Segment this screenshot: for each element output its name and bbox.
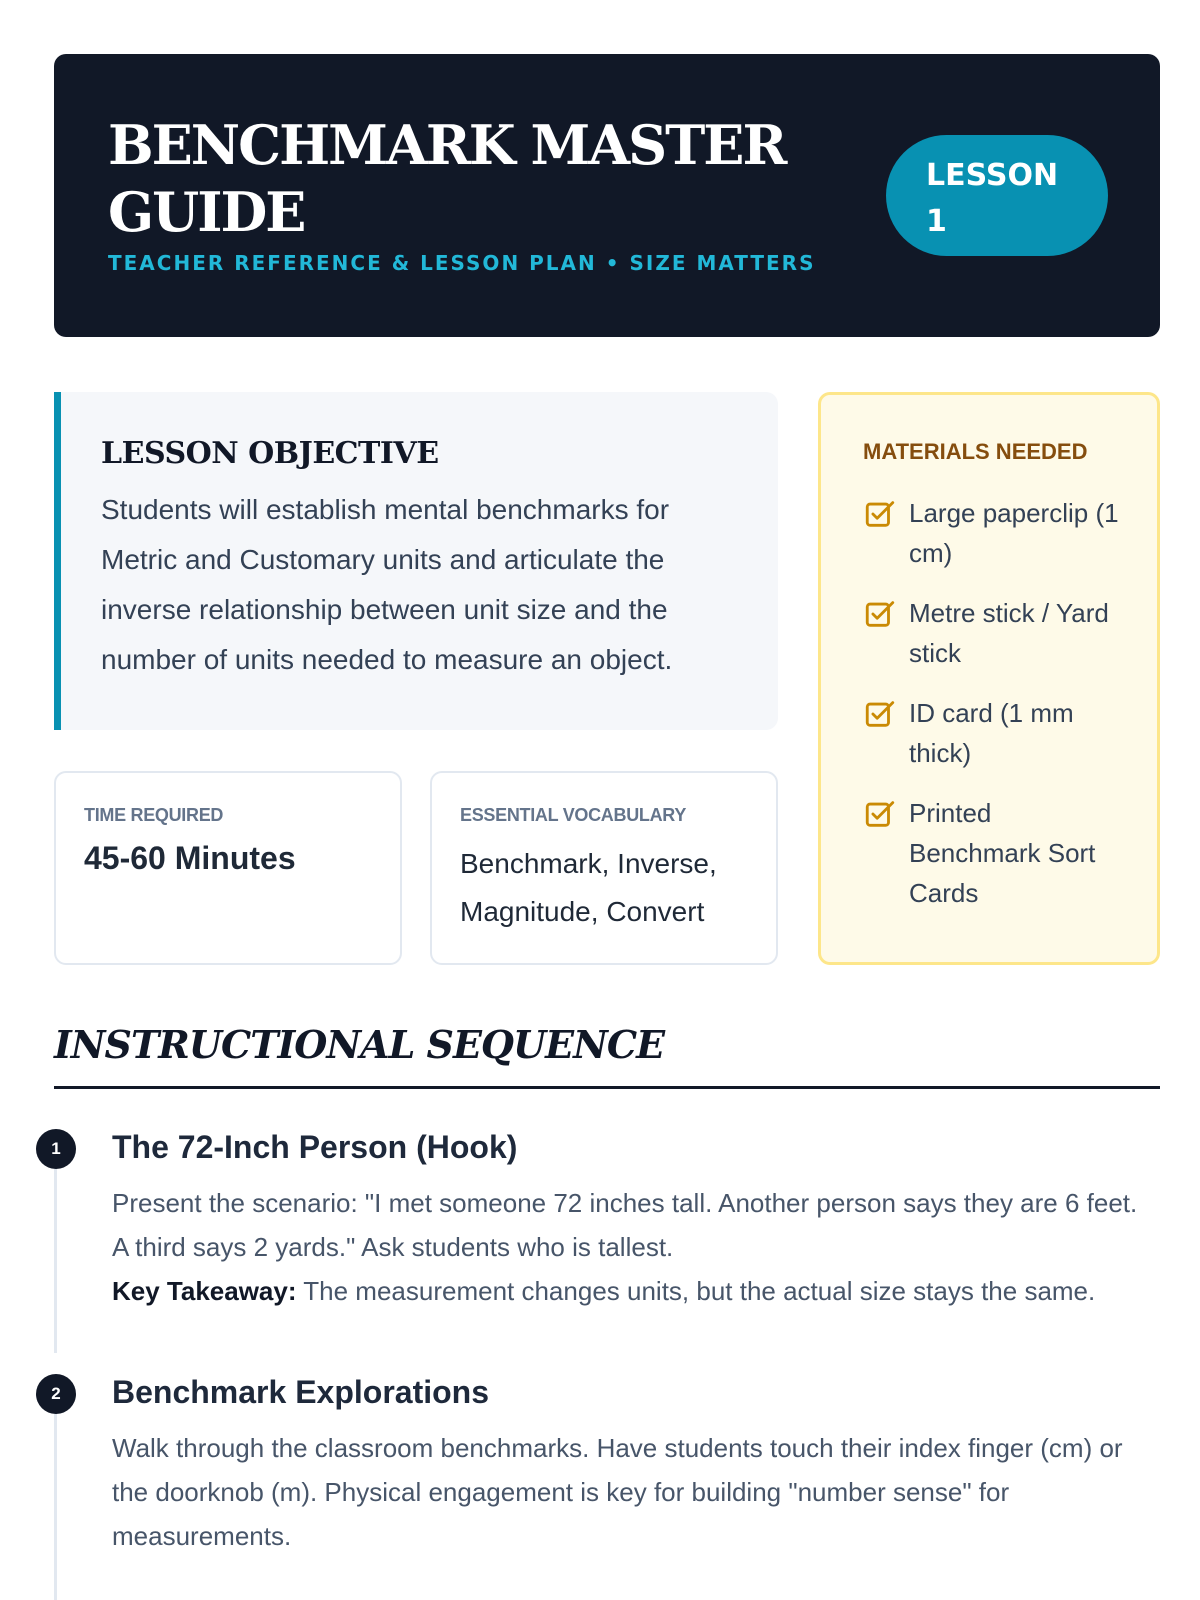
lesson-objective-card	[54, 392, 778, 730]
lesson-badge-label: LESSON	[926, 158, 1059, 193]
objective-heading: LESSON OBJECTIVE	[101, 436, 439, 471]
material-item-label: ID card (1 mm thick)	[909, 698, 1074, 768]
checkbox-checked-icon	[863, 497, 897, 531]
step-description: Present the scenario: "I met someone 72 inches tall. Another person says they are 6 feet. A third says 2 yards." Ask students who is tallest.	[112, 1188, 1138, 1262]
material-item-label: Printed Benchmark Sort Cards	[909, 798, 1096, 908]
page-subtitle: TEACHER REFERENCE & LESSON PLAN • SIZE MATTERS	[108, 251, 816, 275]
material-item-label: Large paperclip (1 cm)	[909, 498, 1119, 568]
material-item	[863, 493, 1157, 573]
vocabulary-value: Benchmark, Inverse, Magnitude, Convert	[460, 848, 717, 927]
lesson-badge	[886, 135, 1108, 256]
vocabulary-card	[430, 771, 778, 965]
material-item	[863, 693, 1157, 773]
section-divider	[54, 1086, 1160, 1089]
step-number-badge: 1	[36, 1129, 76, 1169]
time-required-value: 45-60 Minutes	[84, 840, 296, 876]
sequence-heading: INSTRUCTIONAL SEQUENCE	[54, 1022, 665, 1067]
lesson-badge-number: 1	[926, 204, 947, 239]
key-takeaway-text: The measurement changes units, but the actual size stays the same.	[296, 1276, 1096, 1306]
step-number-badge: 2	[36, 1374, 76, 1414]
materials-card	[818, 392, 1160, 965]
timeline-line	[54, 1167, 57, 1353]
step-body	[112, 1426, 1142, 1558]
checkbox-checked-icon	[863, 797, 897, 831]
step-description: Walk through the classroom benchmarks. Have students touch their index finger (cm) or the doorknob (m). Physical engagement is key for building "number sense" for measurements.	[112, 1433, 1123, 1551]
step-body	[112, 1181, 1142, 1313]
key-takeaway-label: Key Takeaway:	[112, 1276, 297, 1306]
vocabulary-label: ESSENTIAL VOCABULARY	[460, 805, 687, 825]
checkbox-checked-icon	[863, 697, 897, 731]
material-item	[863, 793, 1157, 913]
materials-heading: MATERIALS NEEDED	[863, 439, 1088, 464]
material-item-label: Metre stick / Yard stick	[909, 598, 1109, 668]
checkbox-checked-icon	[863, 597, 897, 631]
material-item	[863, 593, 1157, 673]
time-required-card	[54, 771, 402, 965]
header-banner	[54, 54, 1160, 337]
objective-text: Students will establish mental benchmarks for Metric and Customary units and articulate the inverse relationship between unit size and the number of units needed to measure an object.	[101, 494, 673, 675]
step-title: The 72-Inch Person (Hook)	[112, 1129, 518, 1165]
page-title: BENCHMARK MASTER GUIDE	[108, 113, 786, 244]
step-title: Benchmark Explorations	[112, 1374, 489, 1410]
time-required-label: TIME REQUIRED	[84, 805, 224, 825]
timeline-line	[54, 1412, 57, 1600]
